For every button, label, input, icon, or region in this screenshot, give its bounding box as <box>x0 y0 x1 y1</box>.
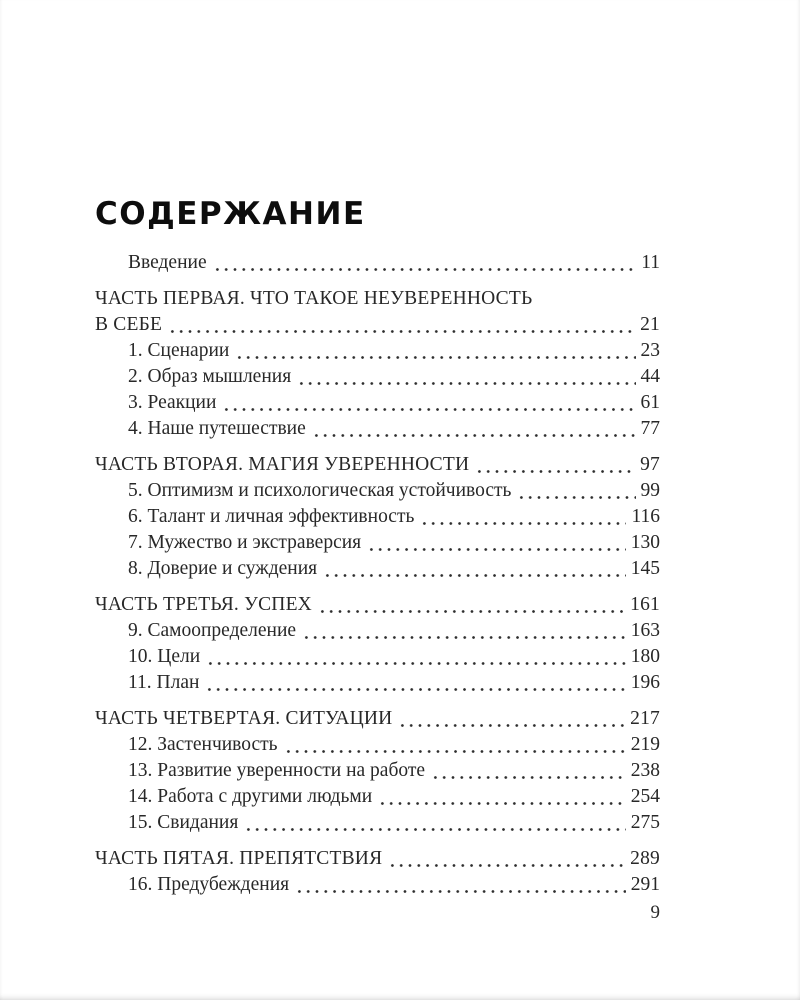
dot-leader <box>297 382 635 385</box>
toc-entry-label: Введение <box>128 252 207 273</box>
dot-leader <box>318 610 625 613</box>
toc-entry-label: ЧАСТЬ ВТОРАЯ. МАГИЯ УВЕРЕННОСТИ <box>95 454 470 475</box>
toc-entry <box>95 364 660 390</box>
toc-entry <box>95 504 660 530</box>
toc-list <box>95 250 660 898</box>
dot-leader <box>312 434 636 437</box>
toc-entry-label: 7. Мужество и экстраверсия <box>128 532 362 553</box>
toc-entry-page: 217 <box>630 708 660 729</box>
toc-entry-page: 254 <box>630 786 660 807</box>
toc-entry-label: ЧАСТЬ ЧЕТВЕРТАЯ. СИТУАЦИИ <box>95 708 393 729</box>
toc-entry <box>95 618 660 644</box>
toc-entry-label: 5. Оптимизм и психологическая устойчивость <box>128 480 512 501</box>
dot-leader <box>213 268 637 271</box>
toc-entry-page: 145 <box>630 558 660 579</box>
toc-entry-label: ЧАСТЬ ПЯТАЯ. ПРЕПЯТСТВИЯ <box>95 848 383 869</box>
toc-entry-page: 130 <box>630 532 660 553</box>
toc-entry-page: 163 <box>630 620 660 641</box>
toc-entry-page: 23 <box>640 340 660 361</box>
dot-leader <box>222 408 635 411</box>
dot-leader <box>367 548 626 551</box>
dot-leader <box>517 496 635 499</box>
toc-entry-page: 77 <box>640 418 660 439</box>
toc-entry <box>95 478 660 504</box>
dot-leader <box>205 688 625 691</box>
toc-entry-label: 6. Талант и личная эффективность <box>128 506 415 527</box>
toc-entry <box>95 706 660 732</box>
toc-entry-page: 219 <box>630 734 660 755</box>
dot-leader <box>206 662 626 665</box>
toc-entry <box>95 390 660 416</box>
toc-entry <box>95 758 660 784</box>
dot-leader <box>431 776 626 779</box>
toc-entry <box>95 250 660 276</box>
toc-entry-page: 289 <box>630 848 660 869</box>
toc-entry-label: 3. Реакции <box>128 392 217 413</box>
footer-page-number: 9 <box>650 902 660 923</box>
toc-entry <box>95 872 660 898</box>
toc-entry-label: 12. Застенчивость <box>128 734 278 755</box>
toc-entry <box>95 530 660 556</box>
dot-leader <box>168 330 635 333</box>
toc-entry-label: 10. Цели <box>128 646 201 667</box>
dot-leader <box>398 724 625 727</box>
toc-entry-label: 8. Доверие и суждения <box>128 558 318 579</box>
toc-entry-page: 196 <box>630 672 660 693</box>
toc-entry-label: ЧАСТЬ ТРЕТЬЯ. УСПЕХ <box>95 594 312 615</box>
toc-entry-label: 1. Сценарии <box>128 340 230 361</box>
toc-entry <box>95 286 660 338</box>
toc-entry-page: 44 <box>640 366 660 387</box>
dot-leader <box>388 864 625 867</box>
toc-entry-page: 116 <box>631 506 660 527</box>
toc-entry <box>95 338 660 364</box>
toc-entry-label: В СЕБЕ <box>95 314 163 335</box>
dot-leader <box>235 356 635 359</box>
toc-entry-page: 61 <box>640 392 660 413</box>
toc-entry-label: 9. Самоопределение <box>128 620 297 641</box>
toc-entry <box>95 592 660 618</box>
toc-entry <box>95 644 660 670</box>
toc-entry <box>95 784 660 810</box>
toc-entry-label: 14. Работа с другими людьми <box>128 786 373 807</box>
toc-part-heading-line1: ЧАСТЬ ПЕРВАЯ. ЧТО ТАКОЕ НЕУВЕРЕННОСТЬ <box>95 288 533 309</box>
toc-entry-label: 4. Наше путешествие <box>128 418 306 439</box>
dot-leader <box>302 636 626 639</box>
toc-entry-page: 161 <box>630 594 660 615</box>
toc-entry-page: 99 <box>640 480 660 501</box>
toc-entry <box>95 452 660 478</box>
toc-entry-page: 238 <box>630 760 660 781</box>
toc-entry-label: 2. Образ мышления <box>128 366 292 387</box>
toc-entry-label: 11. План <box>128 672 200 693</box>
toc-entry-label: 15. Свидания <box>128 812 239 833</box>
dot-leader <box>244 828 625 831</box>
page-title: СОДЕРЖАНИЕ <box>95 196 366 232</box>
toc-entry <box>95 810 660 836</box>
toc-entry-page: 11 <box>641 252 660 273</box>
toc-entry-label: 13. Развитие уверенности на работе <box>128 760 426 781</box>
dot-leader <box>420 522 626 525</box>
toc-entry-page: 275 <box>630 812 660 833</box>
toc-entry <box>95 416 660 442</box>
dot-leader <box>284 750 626 753</box>
dot-leader <box>378 802 626 805</box>
toc-entry-label: 16. Предубеждения <box>128 874 290 895</box>
toc-entry <box>95 556 660 582</box>
toc-entry-page: 180 <box>630 646 660 667</box>
dot-leader <box>323 574 626 577</box>
dot-leader <box>475 470 635 473</box>
toc-entry <box>95 846 660 872</box>
toc-entry-page: 21 <box>640 314 660 335</box>
dot-leader <box>295 890 626 893</box>
toc-entry <box>95 670 660 696</box>
toc-entry <box>95 732 660 758</box>
toc-entry-page: 291 <box>630 874 660 895</box>
toc-entry-page: 97 <box>640 454 660 475</box>
